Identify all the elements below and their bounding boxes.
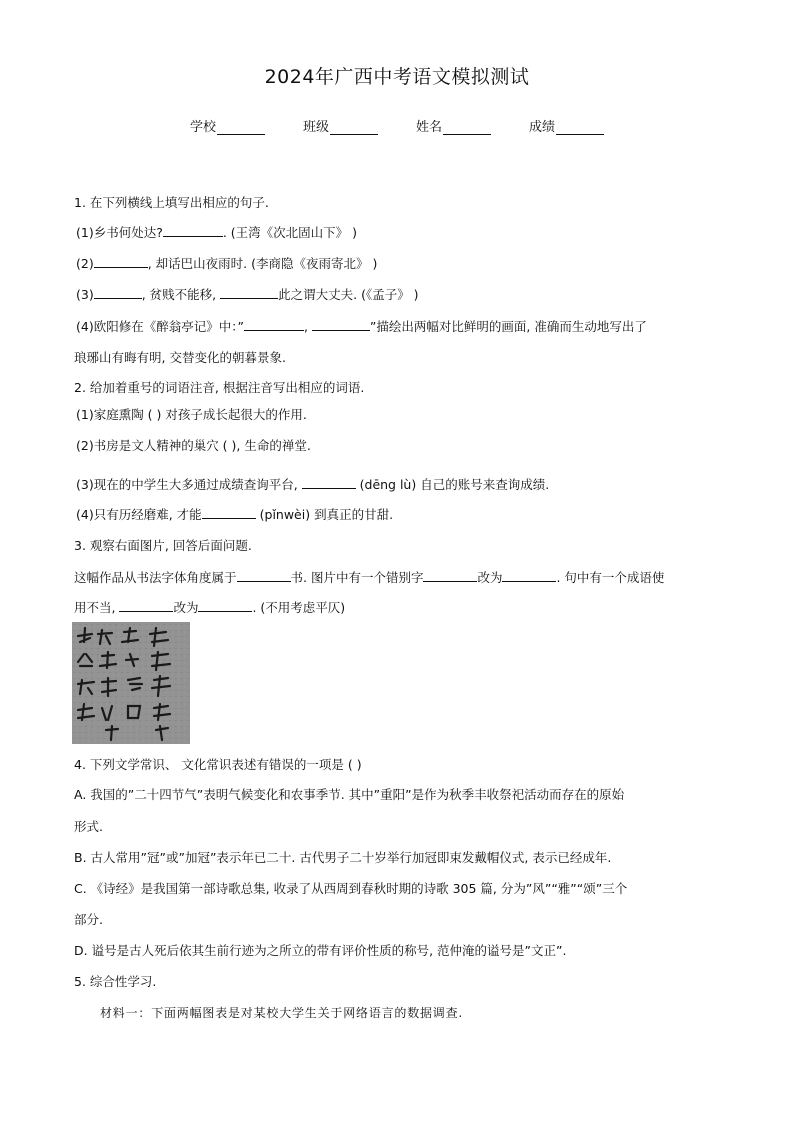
- q2-item-3: [76, 476, 549, 494]
- q2-item-3-text-a: (3)现在的中学生大多通过成绩查询平台,: [76, 477, 302, 492]
- q4-heading: 4. 下列文学常识、 文化常识表述有错误的一项是 ( ): [74, 757, 362, 772]
- q4-option-d[interactable]: D. 谥号是古人死后依其生前行迹为之所立的带有评价性质的称号, 范仲淹的谥号是”文正”.: [74, 943, 567, 958]
- field-school-label: 学校: [189, 120, 216, 135]
- q1-item-3-blank-2[interactable]: [220, 286, 278, 299]
- q2-item-4-blank[interactable]: [202, 506, 256, 519]
- q3-blank-correct-char[interactable]: [502, 569, 556, 582]
- field-name[interactable]: [416, 116, 491, 135]
- q2-heading: 2. 给加着重号的词语注音, 根据注音写出相应的词语.: [74, 380, 365, 395]
- q4-option-c[interactable]: C. 《诗经》是我国第一部诗歌总集, 收录了从西周到春秋时期的诗歌 305 篇, 分为”风”“雅”“颂”三个: [74, 881, 628, 896]
- q1-item-4-blank-2[interactable]: [312, 318, 370, 331]
- calligraphy-strokes: [72, 622, 190, 744]
- q3-line-1-text-c: 改为: [477, 570, 503, 585]
- q3-heading: 3. 观察右面图片, 回答后面问题.: [74, 538, 252, 553]
- q1-item-2-blank[interactable]: [94, 255, 148, 268]
- q1-item-4-text-a: (4)欧阳修在《醉翁亭记》中：”: [76, 319, 244, 334]
- field-name-blank[interactable]: [443, 120, 491, 135]
- q2-item-4-text-b: (pǐnwèi) 到真正的甘甜.: [255, 507, 394, 522]
- q3-blank-wrong-char[interactable]: [423, 569, 477, 582]
- q3-blank-idiom-fix[interactable]: [198, 599, 252, 612]
- q1-item-3-blank-1[interactable]: [94, 286, 142, 299]
- field-class-label: 班级: [302, 120, 329, 135]
- q4-option-b[interactable]: B. 古人常用”冠”或”加冠”表示年已二十. 古代男子二十岁举行加冠即束发戴帽仪式, 表示已经成年.: [74, 850, 612, 865]
- q1-item-2-text-a: (2): [76, 256, 94, 271]
- q4-option-c-cont: 部分.: [74, 912, 103, 927]
- q1-item-4: [76, 318, 647, 336]
- q3-line-2-text-c: . (不用考虑平仄): [252, 600, 346, 615]
- q1-item-2: [76, 255, 377, 273]
- q1-item-1-text-b: . (王湾《次北固山下》 ): [222, 225, 358, 240]
- q3-blank-font[interactable]: [237, 569, 291, 582]
- q3-line-2: [74, 599, 345, 617]
- q1-item-3-text-b: , 贫贱不能移,: [141, 287, 221, 302]
- q5-material-1: 材料一：下面两幅图表是对某校大学生关于网络语言的数据调查.: [100, 1006, 464, 1020]
- q2-item-4-text-a: (4)只有历经磨难, 才能: [76, 507, 202, 522]
- q1-item-1: [76, 224, 357, 242]
- calligraphy-image: [72, 622, 190, 744]
- q4-option-a-cont: 形式.: [74, 819, 103, 834]
- q2-item-1: (1)家庭熏陶 ( ) 对孩子成长起很大的作用.: [76, 407, 307, 422]
- q1-item-2-text-b: , 却话巴山夜雨时. (李商隐《夜雨寄北》 ): [147, 256, 378, 271]
- q2-item-4: [76, 506, 393, 524]
- q1-item-4-blank-1[interactable]: [244, 318, 304, 331]
- q3-line-1-text-d: . 句中有一个成语使: [556, 570, 665, 585]
- q4-option-a[interactable]: A. 我国的”二十四节气”表明气候变化和农事季节. 其中”重阳”是作为秋季丰收祭祀活动而存在的原始: [74, 787, 625, 802]
- page-title: 2024年广西中考语文模拟测试: [264, 66, 530, 88]
- q3-line-1: [74, 569, 664, 587]
- field-school[interactable]: [190, 116, 265, 135]
- q1-item-3-text-a: (3): [76, 287, 94, 302]
- q1-item-4-text-b: ,: [303, 319, 312, 334]
- q3-blank-idiom[interactable]: [119, 599, 173, 612]
- field-class-blank[interactable]: [330, 120, 378, 135]
- q1-item-4-cont: 琅琊山有晦有明, 交替变化的朝暮景象.: [74, 350, 286, 365]
- field-name-label: 姓名: [416, 120, 443, 135]
- q3-line-1-text-b: 书. 图片中有一个错别字: [290, 570, 424, 585]
- q2-item-3-blank[interactable]: [302, 476, 356, 489]
- q1-item-4-text-c: ”描绘出两幅对比鲜明的画面, 准确而生动地写出了: [369, 319, 647, 334]
- q3-line-2-text-b: 改为: [173, 600, 199, 615]
- field-class[interactable]: [303, 116, 378, 135]
- q5-heading: 5. 综合性学习.: [74, 974, 157, 989]
- field-score[interactable]: [529, 116, 604, 135]
- q3-line-2-text-a: 用不当,: [74, 600, 120, 615]
- q2-item-3-text-b: (dēng lù) 自己的账号来查询成绩.: [355, 477, 550, 492]
- q1-item-3-text-c: 此之谓大丈夫. (《孟子》 ): [278, 287, 419, 302]
- field-score-label: 成绩: [529, 120, 556, 135]
- q1-item-3: [76, 286, 419, 304]
- q3-line-1-text-a: 这幅作品从书法字体角度属于: [74, 570, 237, 585]
- q1-item-1-text-a: (1)乡书何处达?: [76, 225, 163, 240]
- field-score-blank[interactable]: [556, 120, 604, 135]
- q1-heading: 1. 在下列横线上填写出相应的句子.: [74, 195, 269, 210]
- q2-item-2: (2)书房是文人精神的巢穴 ( ), 生命的禅堂.: [76, 438, 311, 453]
- student-info-row: [0, 116, 794, 135]
- field-school-blank[interactable]: [217, 120, 265, 135]
- q1-item-1-blank[interactable]: [163, 224, 223, 237]
